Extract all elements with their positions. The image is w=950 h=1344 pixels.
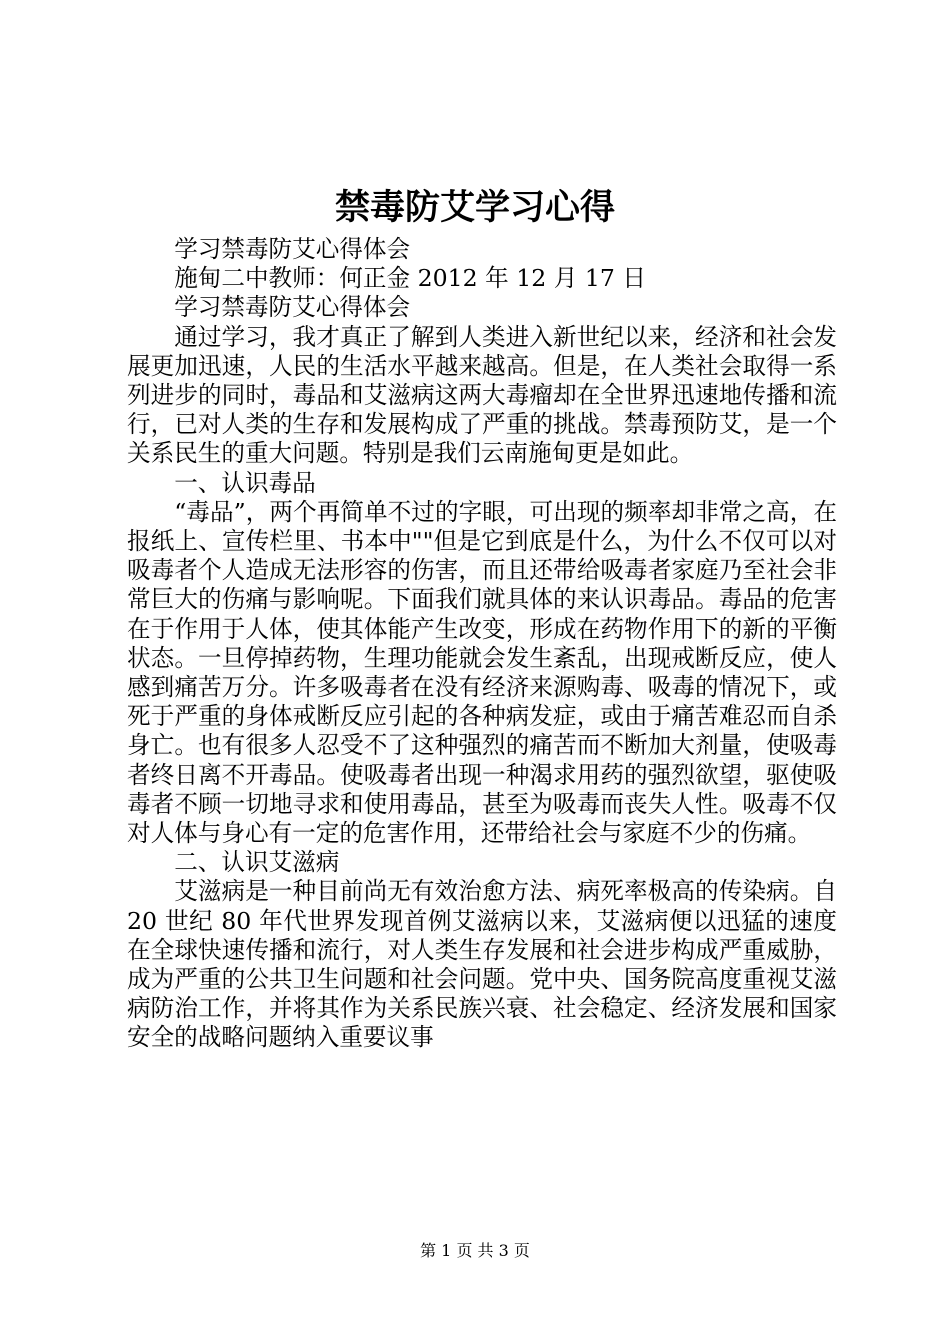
intro-paragraph: 通过学习，我才真正了解到人类进入新世纪以来，经济和社会发展更加迅速，人民的生活水平越来越高。但是，在人类社会取得一系列进步的同时，毒品和艾滋病这两大毒瘤却在全世界迅速地传播和流行，已对人类的生存和发展构成了严重的挑战。禁毒预防艾，是一个关系民生的重大问题。特别是我们云南施甸更是如此。: [127, 322, 837, 468]
author-line: 施甸二中教师：何正金 2012 年 12 月 17 日: [174, 264, 646, 293]
subtitle-repeat: 学习禁毒防艾心得体会: [174, 293, 411, 322]
aids-paragraph: 艾滋病是一种目前尚无有效治愈方法、病死率极高的传染病。自 20 世纪 80 年代世界发现首例艾滋病以来，艾滋病便以迅猛的速度在全球快速传播和流行，对人类生存发展和社会进步构成严重威胁，成为严重的公共卫生问题和社会问题。党中央、国务院高度重视艾滋病防治工作，并将其作为关系民族兴衰、社会稳定、经济发展和国家安全的战略问题纳入重要议事: [127, 877, 837, 1052]
subtitle: 学习禁毒防艾心得体会: [174, 235, 411, 263]
section-heading-drugs: 一、认识毒品: [174, 468, 316, 497]
document-title: 禁毒防艾学习心得: [334, 187, 615, 228]
section-heading-aids: 二、认识艾滋病: [174, 848, 340, 877]
document-body: [127, 235, 837, 1053]
page-footer: 第 1 页 共 3 页: [420, 1241, 530, 1260]
drugs-paragraph: “毒品”，两个再简单不过的字眼，可出现的频率却非常之高，在报纸上、宣传栏里、书本中""但是它到底是什么，为什么不仅可以对吸毒者个人造成无法形容的伤害，而且还带给吸毒者家庭乃至社会非常巨大的伤痛与影响呢。下面我们就具体的来认识毒品。毒品的危害在于作用于人体，使其体能产生改变，形成在药物作用下的新的平衡状态。一旦停掉药物，生理功能就会发生紊乱，出现戒断反应，使人感到痛苦万分。许多吸毒者在没有经济来源购毒、吸毒的情况下，或死于严重的身体戒断反应引起的各种病发症，或由于痛苦难忍而自杀身亡。也有很多人忍受不了这种强烈的痛苦而不断加大剂量，使吸毒者终日离不开毒品。使吸毒者出现一种渴求用药的强烈欲望，驱使吸毒者不顾一切地寻求和使用毒品，甚至为吸毒而丧失人性。吸毒不仅对人体与身心有一定的危害作用，还带给社会与家庭不少的伤痛。: [127, 497, 837, 848]
